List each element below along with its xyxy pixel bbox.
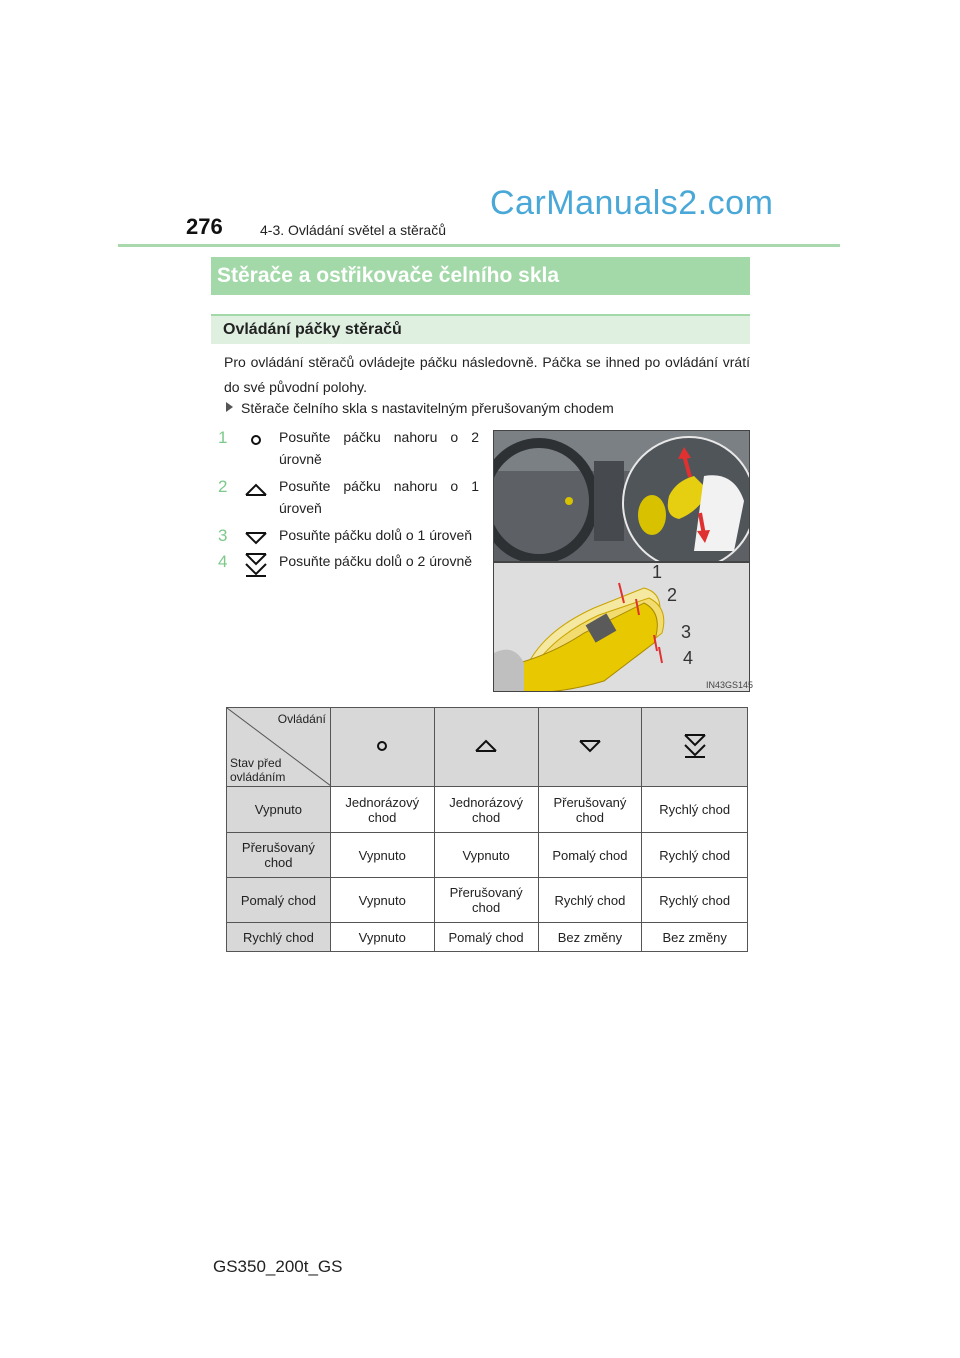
low-speed-icon — [241, 526, 271, 550]
lever-diagram — [493, 562, 750, 692]
table-cell: Bez změny — [642, 923, 748, 952]
mist-icon — [241, 428, 271, 452]
table-cell: Vypnuto — [434, 833, 538, 878]
row-header: Přerušovaný chod — [227, 833, 331, 878]
figure-code: IN43GS145 — [706, 680, 754, 690]
table-row — [227, 878, 748, 923]
bullet-item — [226, 400, 614, 416]
footer-model: GS350_200t_GS — [213, 1257, 343, 1276]
table-corner-cell — [227, 708, 331, 787]
row-header: Pomalý chod — [227, 878, 331, 923]
corner-header-bottom: Stav před ovládáním — [230, 756, 286, 784]
step-number: 3 — [218, 526, 228, 545]
table-cell: Pomalý chod — [434, 923, 538, 952]
table-row — [227, 923, 748, 952]
row-header: Vypnuto — [227, 787, 331, 833]
table-row — [227, 833, 748, 878]
low-speed-icon — [575, 734, 605, 758]
table-cell: Rychlý chod — [642, 787, 748, 833]
header-low-speed — [538, 708, 642, 787]
watermark: CarManuals2.com — [490, 184, 774, 222]
subsection-title: Ovládání páčky stěračů — [211, 314, 750, 344]
table-cell: Pomalý chod — [538, 833, 642, 878]
table-row — [227, 787, 748, 833]
table-cell: Vypnuto — [330, 923, 434, 952]
header-high-speed — [642, 708, 748, 787]
step-number: 1 — [218, 428, 228, 447]
header-divider — [118, 244, 840, 247]
table-cell: Rychlý chod — [642, 878, 748, 923]
table-cell: Rychlý chod — [538, 878, 642, 923]
bullet-text: Stěrače čelního skla s nastavitelným přerušovaným chodem — [241, 400, 614, 416]
table-cell: Bez změny — [538, 923, 642, 952]
header-intermittent — [434, 708, 538, 787]
table-cell: Jednorázový chod — [434, 787, 538, 833]
corner-header-top: Ovládání — [277, 712, 326, 726]
table-cell: Přerušovaný chod — [538, 787, 642, 833]
high-speed-icon — [680, 731, 710, 761]
intermittent-icon — [471, 734, 501, 758]
row-header: Rychlý chod — [227, 923, 331, 952]
mist-icon — [367, 734, 397, 758]
step-text: Posuňte páčku dolů o 1 úroveň — [279, 527, 473, 543]
figure-callout: 4 — [683, 648, 694, 668]
breadcrumb: 4-3. Ovládání světel a stěračů — [260, 222, 446, 238]
step-number: 4 — [218, 552, 228, 571]
table-cell: Rychlý chod — [642, 833, 748, 878]
table-cell: Přerušovaný chod — [434, 878, 538, 923]
figure-callout: 3 — [681, 622, 692, 642]
header-mist — [330, 708, 434, 787]
intermittent-icon — [241, 478, 271, 502]
table-cell: Vypnuto — [330, 833, 434, 878]
intro-paragraph: Pro ovládání stěračů ovládejte páčku následovně. Páčka se ihned po ovládání vrátí do své původní polohy. — [224, 354, 750, 395]
high-speed-icon — [241, 550, 271, 580]
step-text: Posuňte páčku nahoru o 2 úrovně — [279, 429, 479, 467]
section-title: Stěrače a ostřikovače čelního skla — [211, 257, 750, 295]
cockpit-photo — [493, 430, 750, 562]
step-text: Posuňte páčku nahoru o 1 úroveň — [279, 478, 479, 516]
step-text: Posuňte páčku dolů o 2 úrovně — [279, 553, 473, 569]
step-number: 2 — [218, 477, 228, 496]
bullet-triangle-icon — [226, 402, 233, 412]
figure-callout: 1 — [652, 562, 663, 582]
wiper-operation-table — [226, 707, 748, 952]
table-cell: Jednorázový chod — [330, 787, 434, 833]
table-cell: Vypnuto — [330, 878, 434, 923]
figure-callout: 2 — [667, 585, 678, 605]
page-number: 276 — [186, 214, 223, 239]
